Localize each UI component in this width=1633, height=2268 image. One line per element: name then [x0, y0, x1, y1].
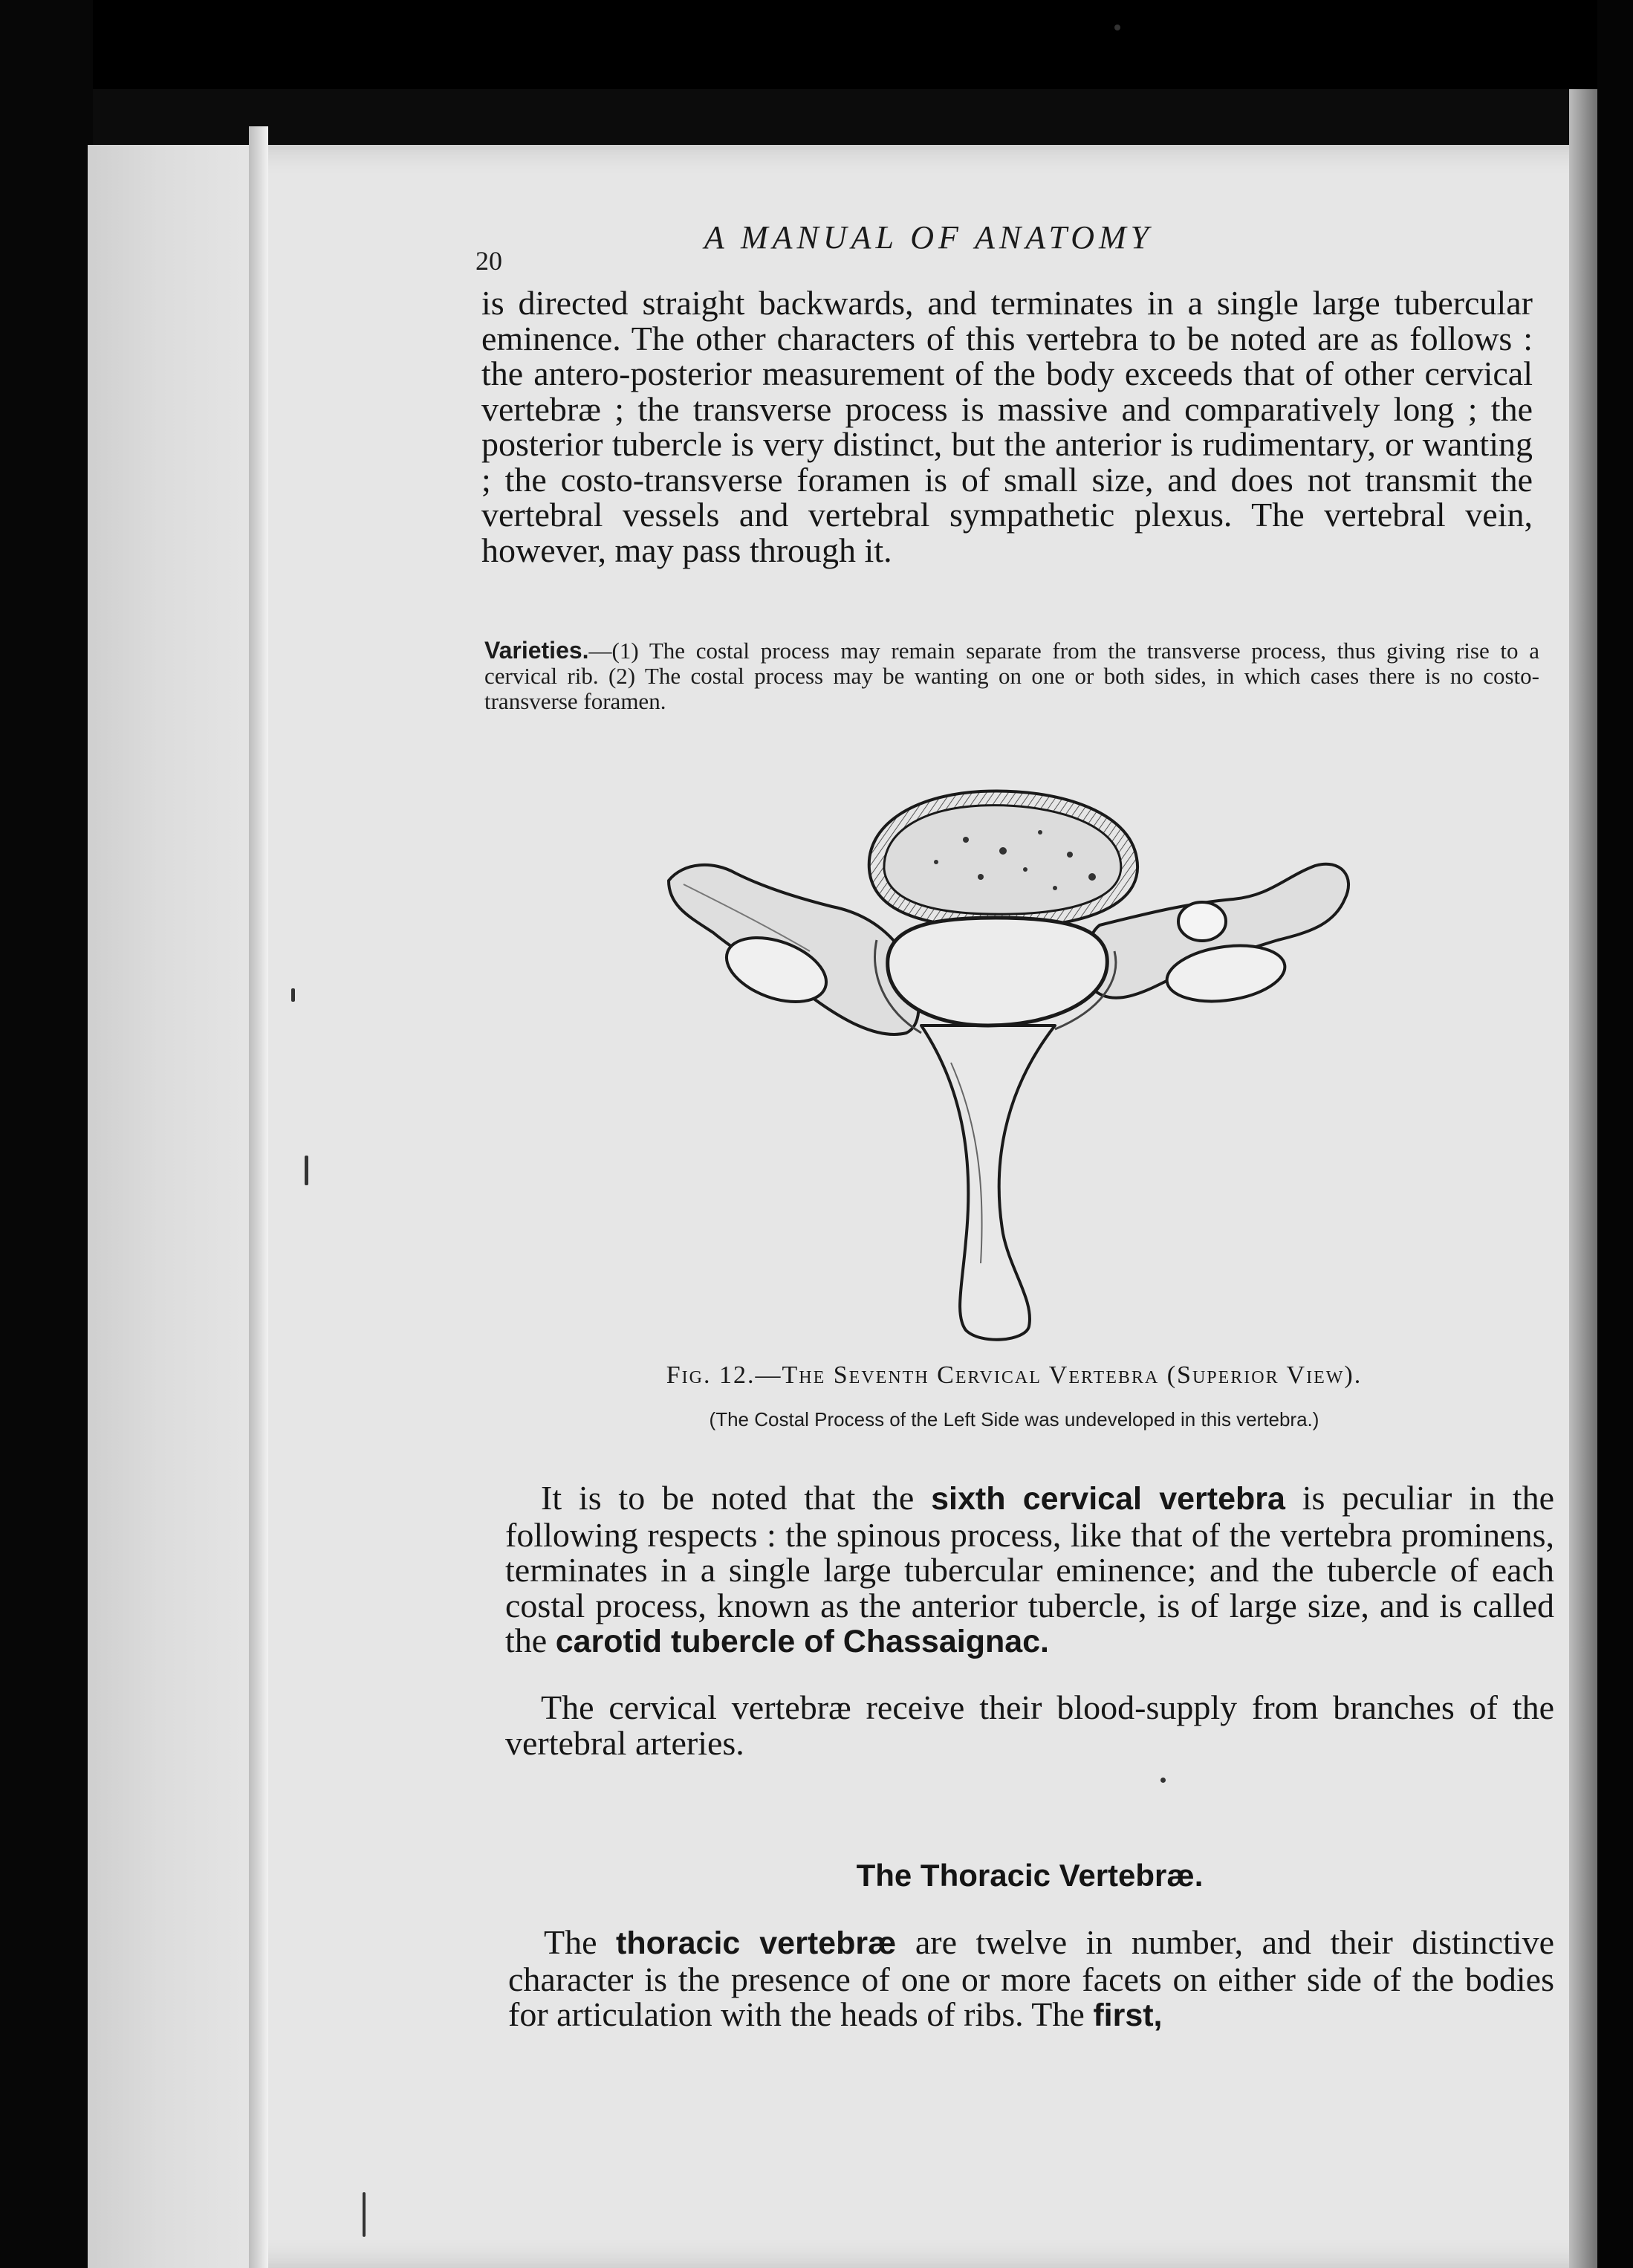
varieties-note: [484, 638, 1539, 714]
page-fold: [249, 126, 268, 2268]
scan-background-top: [0, 0, 1633, 89]
term-first: first,: [1093, 1998, 1163, 2033]
paragraph-thoracic-vertebrae: [508, 1925, 1554, 2034]
para2-text-2: is peculiar in the following respects : the spinous process, like that of the vertebra prominens, terminates in a single large tubercular eminence; and the tubercle of each costal process, known as the anterior tubercle, is of large size, and is called the: [505, 1479, 1554, 1659]
scan-speck: [291, 988, 295, 1002]
section-heading-thoracic: The Thoracic Vertebræ.: [856, 1858, 1204, 1893]
para2-text-1: It is to be noted that the: [541, 1479, 932, 1517]
term-carotid-tubercle: carotid tubercle of Chassaignac.: [555, 1624, 1049, 1659]
scan-background-left: [0, 0, 93, 2268]
varieties-text: —(1) The costal process may remain separate from the transverse process, thus giving rise to a cervical rib. (2) The costal process may be wanting on one or both sides, in which cases there is no costo-transverse foramen.: [484, 638, 1539, 714]
page-gutter-shadow: [88, 145, 266, 2268]
scan-speck: [305, 1156, 308, 1185]
vertebral-foramen: [888, 918, 1108, 1026]
paragraph-vertebra-prominens: is directed straight backwards, and terminates in a single large tubercular eminence. The other characters of this vertebra to be noted are as follows : the antero-posterior measurement of the body exceeds that of other cervical vertebræ ; the transverse process is massive and comparatively long ; the posterior tubercle is very distinct, but the anterior is rudimentary, or wanting ; the costo-transverse foramen is of small size, and does not transmit the vertebral vessels and vertebral sympathetic plexus. The vertebral vein, however, may pass through it.: [481, 284, 1533, 569]
costo-transverse-foramen: [1178, 902, 1226, 941]
scan-speck: [363, 2192, 366, 2237]
scan-speck: [1114, 25, 1120, 30]
para4-text-2: are twelve in number, and their distinctive character is the presence of one or more facets on either side of the bodies for articulation with the heads of ribs. The: [508, 1923, 1554, 2033]
varieties-lead: Varieties.: [484, 637, 589, 664]
paragraph-blood-supply: [505, 1690, 1554, 1760]
paragraph-sixth-cervical: [505, 1480, 1554, 1660]
scan-speck: [1160, 1778, 1166, 1783]
spinous-process: [921, 1026, 1055, 1340]
page-number: 20: [475, 246, 502, 276]
term-sixth-cervical-vertebra: sixth cervical vertebra: [931, 1481, 1285, 1517]
vertebra-illustration: [654, 780, 1382, 1360]
figure-subcaption: (The Costal Process of the Left Side was undeveloped in this vertebra.): [709, 1408, 1319, 1431]
running-head: A MANUAL OF ANATOMY: [704, 219, 1154, 256]
figure-caption: Fig. 12.—The Seventh Cervical Vertebra (Superior View).: [666, 1361, 1363, 1389]
para4-text-1: The: [544, 1923, 617, 1961]
scan-background-right: [1597, 0, 1633, 2268]
para3-text: The cervical vertebræ receive their blood-supply from branches of the vertebral arteries.: [505, 1688, 1554, 1762]
term-thoracic-vertebrae: thoracic vertebræ: [616, 1925, 897, 1961]
